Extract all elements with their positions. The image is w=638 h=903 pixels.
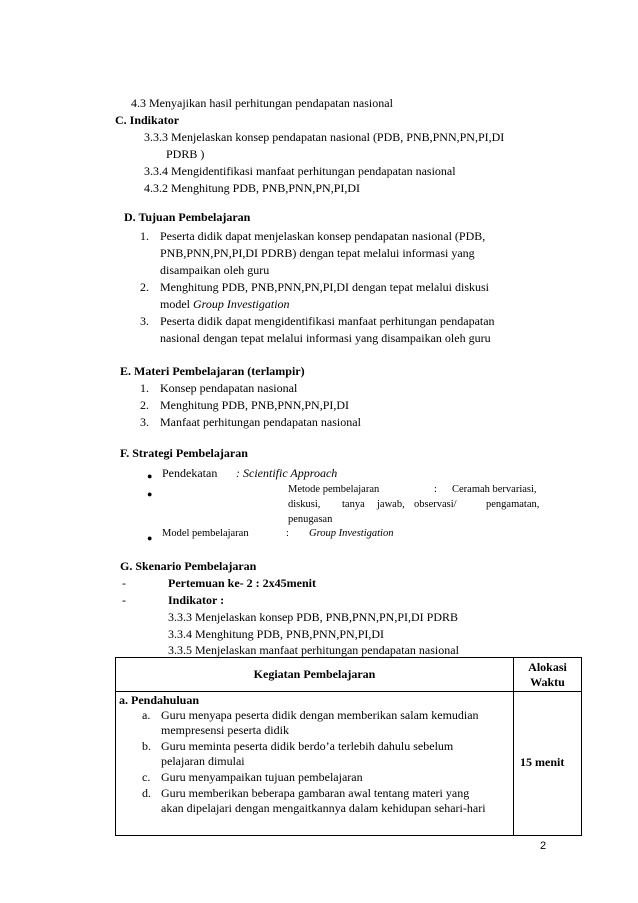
dash: - <box>122 593 126 607</box>
row-letter: b. <box>142 739 151 753</box>
row-line: akan dipelajari dengan mengaitkannya dalam kehidupan sehari-hari <box>161 801 486 815</box>
list-item: Manfaat perhitungan pendapatan nasional <box>160 415 361 429</box>
list-number: 1. <box>140 229 149 243</box>
row-line: Guru memberikan beberapa gambaran awal tentang materi yang <box>161 786 470 800</box>
metode-value: pengamatan, <box>486 499 540 510</box>
list-item-line: disampaikan oleh guru <box>160 263 270 277</box>
header-alokasi-line: Alokasi <box>528 660 567 674</box>
header-alokasi <box>514 658 582 692</box>
list-item-line: nasional dengan tepat melalui informasi yang disampaikan oleh guru <box>160 331 491 345</box>
indikator-item: 3.3.4 Menghitung PDB, PNB,PNN,PN,PI,DI <box>168 627 385 641</box>
bullet-icon: ● <box>147 533 153 543</box>
list-number: 2. <box>140 398 149 412</box>
section-e-title: E. Materi Pembelajaran (terlampir) <box>120 364 305 378</box>
item-4-3: 4.3 Menyajikan hasil perhitungan pendapatan nasional <box>131 96 393 110</box>
metode-colon: : <box>434 484 437 495</box>
metode-value: tanya <box>342 499 365 510</box>
list-item-line: Peserta didik dapat menjelaskan konsep pendapatan nasional (PDB, <box>160 229 486 243</box>
model-colon: : <box>286 528 289 539</box>
model-text: model <box>160 297 193 311</box>
row-line: mempresensi peserta didik <box>161 723 289 737</box>
row-line: Guru meminta peserta didik berdo’a terlebih dahulu sebelum <box>161 739 454 753</box>
list-item-line: Peserta didik dapat mengidentifikasi manfaat perhitungan pendapatan <box>160 314 495 328</box>
kegiatan-table <box>115 657 582 836</box>
section-c-title: C. Indikator <box>115 113 180 127</box>
list-item-line: PNB,PNN,PN,PI,DI PDRB) dengan tepat melalui informasi yang <box>160 246 475 260</box>
row-letter: d. <box>142 786 151 800</box>
group-investigation-text: Group Investigation <box>193 297 290 311</box>
row-line: pelajaran dimulai <box>161 754 245 768</box>
pendahuluan-title: a. Pendahuluan <box>119 693 200 707</box>
row-line: Guru menyapa peserta didik dengan memberikan salam kemudian <box>161 708 479 722</box>
metode-value: Ceramah bervariasi, <box>452 484 537 495</box>
pertemuan-text: Pertemuan ke- 2 : 2x45menit <box>168 576 316 590</box>
list-number: 2. <box>140 280 149 294</box>
list-item: Menghitung PDB, PNB,PNN,PN,PI,DI <box>160 398 350 412</box>
bullet-icon: ● <box>147 471 153 481</box>
list-item: Konsep pendapatan nasional <box>160 381 298 395</box>
metode-value: observasi/ <box>414 499 457 510</box>
header-kegiatan: Kegiatan Pembelajaran <box>116 658 514 692</box>
section-d-title: D. Tujuan Pembelajaran <box>124 210 251 224</box>
section-f-title: F. Strategi Pembelajaran <box>120 446 248 460</box>
row-letter: c. <box>142 770 151 784</box>
header-alokasi-line: Waktu <box>530 675 565 689</box>
indikator-item-cont: PDRB ) <box>166 147 205 161</box>
metode-value: penugasan <box>288 514 333 525</box>
list-item-line <box>160 296 290 313</box>
dash: - <box>122 576 126 590</box>
list-item-line: Menghitung PDB, PNB,PNN,PN,PI,DI dengan tepat melalui diskusi <box>160 280 489 294</box>
row-letter: a. <box>142 708 151 722</box>
model-value: Group Investigation <box>309 528 394 539</box>
alokasi-cell <box>514 692 582 836</box>
bullet-icon: ● <box>147 489 153 499</box>
row-line: Guru menyampaikan tujuan pembelajaran <box>161 770 363 784</box>
model-label: Model pembelajaran <box>162 528 249 539</box>
indikator-item: 3.3.3 Menjelaskan konsep pendapatan nasional (PDB, PNB,PNN,PN,PI,DI <box>144 130 505 144</box>
section-g-title: G. Skenario Pembelajaran <box>120 559 257 573</box>
metode-value: diskusi, <box>288 499 321 510</box>
pendahuluan-cell <box>116 692 514 836</box>
list-number: 1. <box>140 381 149 395</box>
metode-label: Metode pembelajaran <box>288 484 380 495</box>
metode-value: jawab, <box>377 499 405 510</box>
indikator-item: 3.3.4 Mengidentifikasi manfaat perhitungan pendapatan nasional <box>144 164 456 178</box>
list-number: 3. <box>140 415 149 429</box>
indikator-label: Indikator : <box>168 593 225 607</box>
table-row <box>116 692 582 836</box>
pendekatan-value: : Scientific Approach <box>236 466 338 480</box>
indikator-item: 4.3.2 Menghitung PDB, PNB,PNN,PN,PI,DI <box>144 181 361 195</box>
table-header-row <box>116 658 582 692</box>
indikator-item: 3.3.5 Menjelaskan manfaat perhitungan pendapatan nasional <box>168 643 459 657</box>
list-number: 3. <box>140 314 149 328</box>
page-number: 2 <box>540 840 547 852</box>
indikator-item: 3.3.3 Menjelaskan konsep PDB, PNB,PNN,PN,PI,DI PDRB <box>168 610 459 624</box>
alokasi-value: 15 menit <box>520 755 565 769</box>
pendekatan-label: Pendekatan <box>162 466 218 480</box>
